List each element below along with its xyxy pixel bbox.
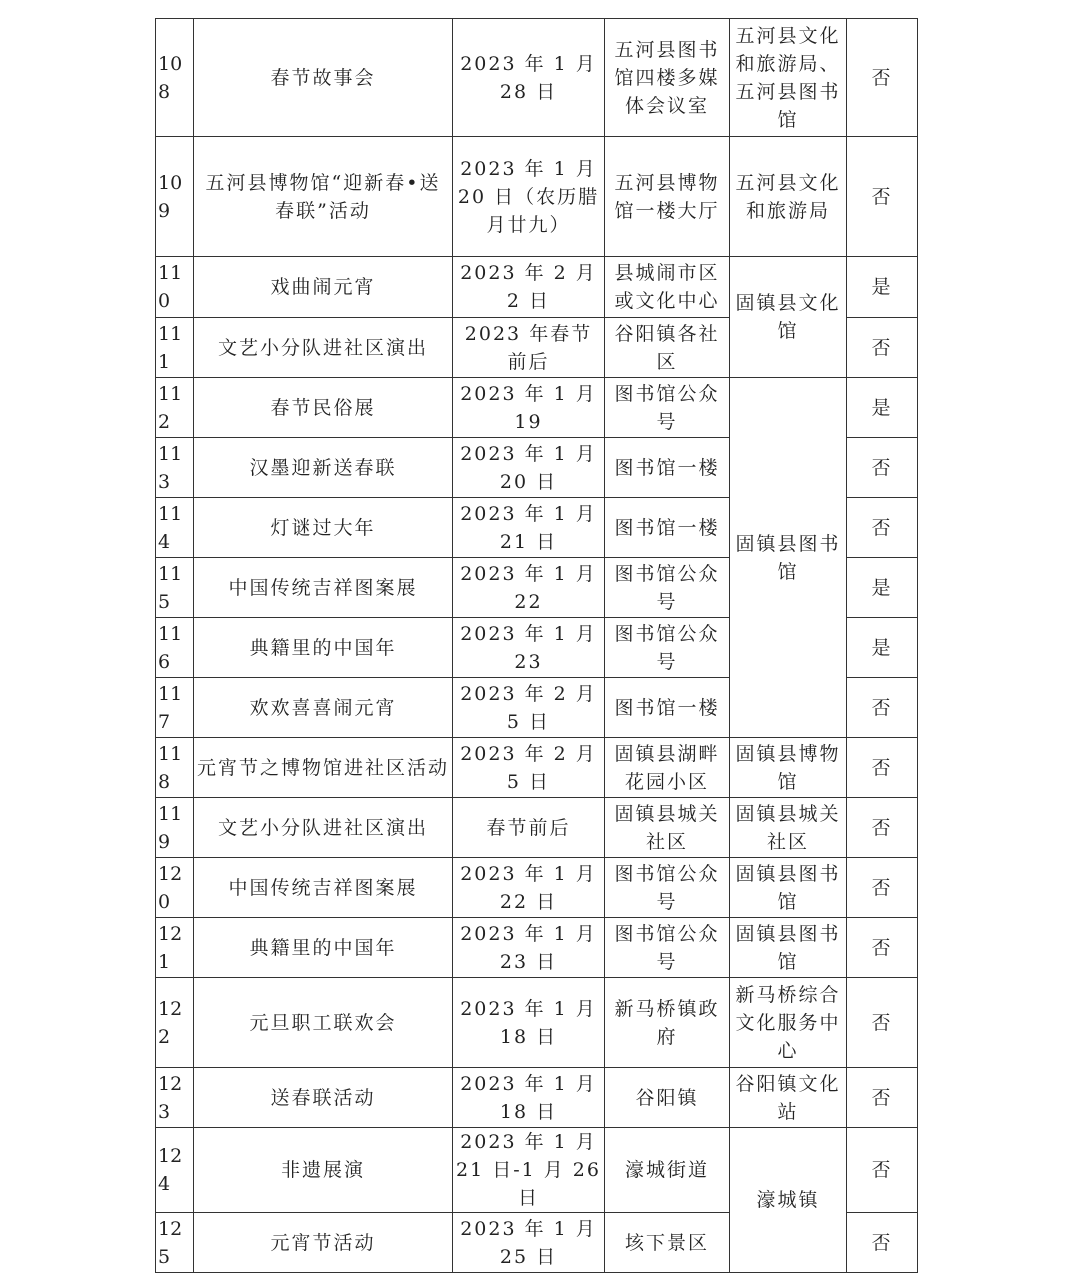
activity-name-cell: 元宵节活动 (194, 1213, 453, 1273)
activity-name-cell: 春节民俗展 (194, 378, 453, 438)
date-cell: 2023 年 1 月 22 (453, 558, 605, 618)
table-row (156, 257, 918, 318)
charge-cell: 否 (847, 1068, 918, 1128)
date-cell: 2023 年 1 月 28 日 (453, 19, 605, 137)
activity-name-cell: 文艺小分队进社区演出 (194, 318, 453, 378)
date-cell: 2023 年 1 月 18 日 (453, 978, 605, 1068)
organizer-cell: 固镇县文化馆 (730, 257, 847, 378)
table-row (156, 798, 918, 858)
venue-cell: 新马桥镇政府 (605, 978, 730, 1068)
date-cell: 2023 年 1 月 21 日 (453, 498, 605, 558)
charge-cell: 是 (847, 257, 918, 318)
date-cell: 2023 年 1 月 18 日 (453, 1068, 605, 1128)
venue-cell: 图书馆一楼 (605, 678, 730, 738)
venue-cell: 固镇县城关社区 (605, 798, 730, 858)
venue-cell: 县城闹市区或文化中心 (605, 257, 730, 318)
charge-cell: 是 (847, 378, 918, 438)
date-cell: 2023 年 1 月 22 日 (453, 858, 605, 918)
charge-cell: 否 (847, 438, 918, 498)
activity-name-cell: 元宵节之博物馆进社区活动 (194, 738, 453, 798)
date-cell: 2023 年 1 月 19 (453, 378, 605, 438)
venue-cell: 图书馆公众号 (605, 378, 730, 438)
activity-name-cell: 元旦职工联欢会 (194, 978, 453, 1068)
venue-cell: 图书馆公众号 (605, 918, 730, 978)
charge-cell: 否 (847, 19, 918, 137)
activity-name-cell: 中国传统吉祥图案展 (194, 858, 453, 918)
row-number-cell: 120 (156, 858, 194, 918)
row-number-cell: 122 (156, 978, 194, 1068)
activity-name-cell: 春节故事会 (194, 19, 453, 137)
organizer-cell: 新马桥综合文化服务中心 (730, 978, 847, 1068)
row-number-cell: 115 (156, 558, 194, 618)
activity-name-cell: 非遗展演 (194, 1128, 453, 1213)
table-row (156, 137, 918, 257)
organizer-cell: 固镇县博物馆 (730, 738, 847, 798)
activity-name-cell: 中国传统吉祥图案展 (194, 558, 453, 618)
venue-cell: 图书馆公众号 (605, 858, 730, 918)
table-row (156, 1068, 918, 1128)
venue-cell: 谷阳镇 (605, 1068, 730, 1128)
activity-name-cell: 灯谜过大年 (194, 498, 453, 558)
charge-cell: 否 (847, 137, 918, 257)
row-number-cell: 113 (156, 438, 194, 498)
activity-name-cell: 汉墨迎新送春联 (194, 438, 453, 498)
activity-name-cell: 送春联活动 (194, 1068, 453, 1128)
table-row (156, 19, 918, 137)
date-cell: 2023 年 1 月 23 (453, 618, 605, 678)
date-cell: 春节前后 (453, 798, 605, 858)
venue-cell: 濠城街道 (605, 1128, 730, 1213)
row-number-cell: 110 (156, 257, 194, 318)
venue-cell: 固镇县湖畔花园小区 (605, 738, 730, 798)
organizer-cell: 固镇县城关社区 (730, 798, 847, 858)
date-cell: 2023 年 2 月 2 日 (453, 257, 605, 318)
table-row (156, 978, 918, 1068)
row-number-cell: 112 (156, 378, 194, 438)
table-row (156, 1128, 918, 1213)
date-cell: 2023 年 1 月 23 日 (453, 918, 605, 978)
date-cell: 2023 年 1 月 20 日 (453, 438, 605, 498)
organizer-cell: 谷阳镇文化站 (730, 1068, 847, 1128)
date-cell: 2023 年 1 月 21 日-1 月 26 日 (453, 1128, 605, 1213)
activity-name-cell: 欢欢喜喜闹元宵 (194, 678, 453, 738)
charge-cell: 是 (847, 558, 918, 618)
row-number-cell: 116 (156, 618, 194, 678)
row-number-cell: 125 (156, 1213, 194, 1273)
charge-cell: 否 (847, 498, 918, 558)
row-number-cell: 114 (156, 498, 194, 558)
activity-name-cell: 五河县博物馆“迎新春•送春联”活动 (194, 137, 453, 257)
row-number-cell: 111 (156, 318, 194, 378)
table-row (156, 378, 918, 438)
table-body (156, 19, 918, 1273)
venue-cell: 图书馆公众号 (605, 558, 730, 618)
row-number-cell: 108 (156, 19, 194, 137)
charge-cell: 否 (847, 678, 918, 738)
charge-cell: 否 (847, 798, 918, 858)
organizer-cell: 五河县文化和旅游局 (730, 137, 847, 257)
organizer-cell: 固镇县图书馆 (730, 918, 847, 978)
date-cell: 2023 年 2 月 5 日 (453, 738, 605, 798)
activity-name-cell: 文艺小分队进社区演出 (194, 798, 453, 858)
activity-name-cell: 典籍里的中国年 (194, 918, 453, 978)
table-row (156, 738, 918, 798)
charge-cell: 否 (847, 1213, 918, 1273)
organizer-cell: 五河县文化和旅游局、五河县图书馆 (730, 19, 847, 137)
table-row (156, 858, 918, 918)
venue-cell: 图书馆一楼 (605, 498, 730, 558)
charge-cell: 否 (847, 1128, 918, 1213)
charge-cell: 是 (847, 618, 918, 678)
charge-cell: 否 (847, 318, 918, 378)
organizer-cell: 固镇县图书馆 (730, 858, 847, 918)
charge-cell: 否 (847, 918, 918, 978)
venue-cell: 五河县博物馆一楼大厅 (605, 137, 730, 257)
row-number-cell: 119 (156, 798, 194, 858)
activity-name-cell: 典籍里的中国年 (194, 618, 453, 678)
venue-cell: 谷阳镇各社区 (605, 318, 730, 378)
organizer-cell: 固镇县图书馆 (730, 378, 847, 738)
row-number-cell: 123 (156, 1068, 194, 1128)
row-number-cell: 121 (156, 918, 194, 978)
row-number-cell: 118 (156, 738, 194, 798)
organizer-cell: 濠城镇 (730, 1128, 847, 1273)
table-row (156, 918, 918, 978)
row-number-cell: 117 (156, 678, 194, 738)
date-cell: 2023 年 1 月 25 日 (453, 1213, 605, 1273)
venue-cell: 五河县图书馆四楼多媒体会议室 (605, 19, 730, 137)
venue-cell: 图书馆一楼 (605, 438, 730, 498)
date-cell: 2023 年 1 月 20 日（农历腊月廿九） (453, 137, 605, 257)
activity-table (155, 18, 918, 1273)
row-number-cell: 124 (156, 1128, 194, 1213)
row-number-cell: 109 (156, 137, 194, 257)
charge-cell: 否 (847, 738, 918, 798)
charge-cell: 否 (847, 858, 918, 918)
date-cell: 2023 年春节前后 (453, 318, 605, 378)
venue-cell: 垓下景区 (605, 1213, 730, 1273)
date-cell: 2023 年 2 月 5 日 (453, 678, 605, 738)
activity-name-cell: 戏曲闹元宵 (194, 257, 453, 318)
venue-cell: 图书馆公众号 (605, 618, 730, 678)
charge-cell: 否 (847, 978, 918, 1068)
